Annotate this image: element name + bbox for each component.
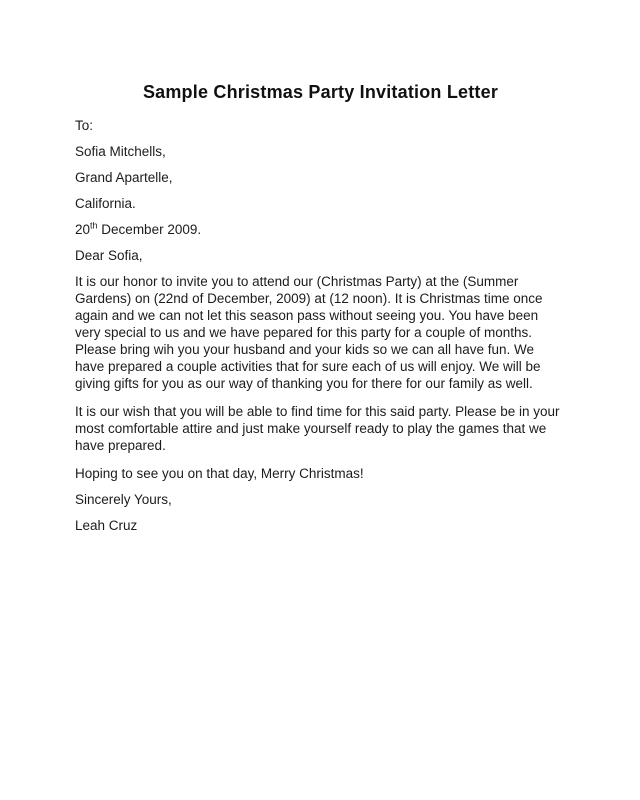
date-day: 20 — [75, 222, 91, 237]
salutation: Dear Sofia, — [75, 248, 143, 263]
letter-title: Sample Christmas Party Invitation Letter — [142, 82, 499, 102]
recipient-state: California. — [75, 196, 136, 211]
date-line — [75, 221, 566, 238]
date-ordinal: th — [90, 220, 98, 231]
recipient-address: Grand Apartelle, — [75, 170, 173, 185]
body-paragraph-1: It is our honor to invite you to attend our (Christmas Party) at the (Summer Gardens) on (22nd of December, 2009) at (12 noon). It is Christmas time once again and we can not let this season pass without seeing you. You have been very special to us and we have pepared for this party for a couple of months. Please bring wih you your husband and your kids so we can all have fun. We have prepared a couple activities that for sure each of us will enjoy. We will be giving gifts for you as our way of thanking you for there for our family as well. — [75, 274, 543, 391]
recipient-to-label: To: — [75, 118, 94, 133]
body-paragraph-2: It is our wish that you will be able to find time for this said party. Please be in your most comfortable attire and just make yourself ready to play the games that we have prepared. — [75, 404, 560, 453]
valediction: Sincerely Yours, — [75, 492, 172, 507]
closing-line: Hoping to see you on that day, Merry Christmas! — [75, 466, 364, 481]
date-rest: December 2009. — [97, 222, 202, 237]
signature: Leah Cruz — [75, 518, 138, 533]
recipient-name: Sofia Mitchells, — [75, 144, 166, 159]
